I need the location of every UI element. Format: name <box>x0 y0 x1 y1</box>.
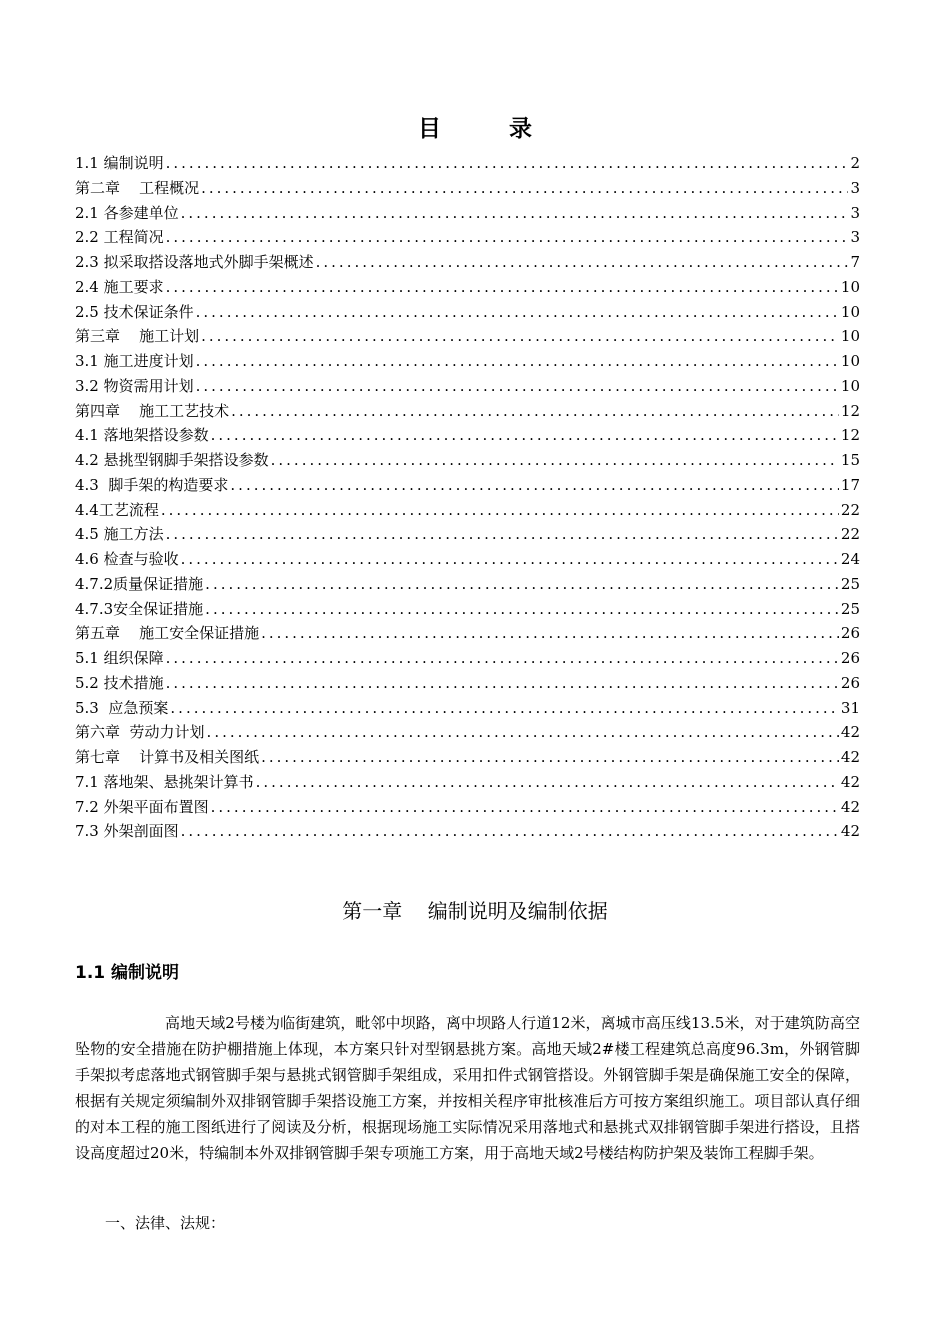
toc-entry[interactable] <box>75 498 860 523</box>
toc-entry-label: 5.1 组织保障 <box>75 649 164 667</box>
toc-entry-label: 2.4 施工要求 <box>75 277 164 296</box>
toc-entry-label: 3.1 施工进度计划 <box>75 352 194 370</box>
toc-entry[interactable] <box>75 324 860 349</box>
toc-entry[interactable] <box>75 349 860 374</box>
toc-dot-leader <box>166 225 849 250</box>
toc-entry[interactable] <box>75 696 860 721</box>
toc-entry[interactable] <box>75 374 860 399</box>
toc-dot-leader <box>166 151 849 176</box>
toc-entry[interactable] <box>75 300 860 325</box>
toc-entry-page: 10 <box>840 277 860 296</box>
toc-dot-leader <box>205 597 839 622</box>
toc-entry-page: 3 <box>850 228 860 247</box>
toc-entry[interactable] <box>75 201 860 226</box>
toc-dot-leader <box>207 720 839 745</box>
toc-entry-page: 31 <box>840 698 860 717</box>
toc-dot-leader <box>181 819 839 844</box>
toc-dot-leader <box>211 423 839 448</box>
toc-title: 目 录 <box>417 116 562 142</box>
toc-entry-page: 10 <box>840 376 860 395</box>
toc-entry[interactable] <box>75 448 860 473</box>
toc-dot-leader <box>230 473 839 498</box>
toc-entry[interactable] <box>75 745 860 770</box>
body-paragraph: 高地天域2号楼为临街建筑，毗邻中坝路，离中坝路人行道12米，离城市高压线13.5米，对于建筑防高空坠物的安全措施在防护棚措施上体现，本方案只针对型钢悬挑方案。高地天域2#楼工程建筑总高度96.3m，外钢管脚手架拟考虑落地式钢管脚手架与悬挑式钢管脚手架组成，采用扣件式钢管搭设。外钢管脚手架是确保施工安全的保障，根据有关规定须编制外双排钢管脚手架搭设施工方案，并按相关程序审批核准后方可按方案组织施工。项目部认真仔细的对本工程的施工图纸进行了阅读及分析，根据现场施工实际情况采用落地式和悬挑式双排钢管脚手架进行搭设，且搭设高度超过20米，特编制本外双排钢管脚手架专项施工方案，用于高地天域2号楼结构防护架及装饰工程脚手架。 <box>75 1014 860 1162</box>
toc-entry-label: 7.2 外架平面布置图 <box>75 797 209 816</box>
toc-entry-page: 25 <box>840 599 860 618</box>
toc-entry-page: 12 <box>840 426 860 445</box>
toc-entry[interactable] <box>75 770 860 795</box>
toc-entry[interactable] <box>75 621 860 646</box>
toc-entry-page: 42 <box>840 772 860 791</box>
toc-entry-page: 26 <box>840 649 860 667</box>
toc-dot-leader <box>211 795 839 820</box>
toc-entry[interactable] <box>75 646 860 671</box>
toc-entry[interactable] <box>75 819 860 844</box>
toc-dot-leader <box>166 522 839 547</box>
toc-dot-leader <box>161 498 839 523</box>
toc-dot-leader <box>181 201 849 226</box>
toc-entry-label: 第七章 计算书及相关图纸 <box>75 748 260 766</box>
toc-entry-label: 4.7.2质量保证措施 <box>75 574 204 593</box>
toc-entry-label: 4.1 落地架搭设参数 <box>75 426 209 445</box>
toc-dot-leader <box>181 547 839 572</box>
toc-entry-page: 24 <box>840 550 860 568</box>
toc-entry-label: 5.3 应急预案 <box>75 698 169 717</box>
toc-entry-label: 4.6 检查与验收 <box>75 550 179 568</box>
toc-entry-label: 7.1 落地架、悬挑架计算书 <box>75 772 254 791</box>
toc-entry-page: 42 <box>840 748 860 766</box>
toc-entry-label: 2.3 拟采取搭设落地式外脚手架概述 <box>75 253 314 271</box>
toc-entry-label: 4.3 脚手架的构造要求 <box>75 475 229 494</box>
toc-entry[interactable] <box>75 423 860 448</box>
toc-entry-label: 7.3 外架剖面图 <box>75 822 179 841</box>
toc-entry-page: 26 <box>840 673 860 692</box>
toc-dot-leader <box>205 572 839 597</box>
toc-entry-page: 2 <box>850 154 860 172</box>
toc-entry-label: 第五章 施工安全保证措施 <box>75 624 260 643</box>
toc-dot-leader <box>231 399 839 424</box>
chapter-heading: 第一章 编制说明及编制依据 <box>342 899 608 923</box>
toc-entry-label: 1.1 编制说明 <box>75 154 164 172</box>
toc-entry[interactable] <box>75 547 860 572</box>
toc-entry-page: 22 <box>840 500 860 519</box>
toc-entry-page: 15 <box>840 451 860 469</box>
toc-entry-page: 42 <box>840 797 860 816</box>
toc-entry-page: 26 <box>840 624 860 643</box>
toc-entry[interactable] <box>75 250 860 275</box>
toc-dot-leader <box>196 374 839 399</box>
toc-entry-label: 第二章 工程概况 <box>75 178 200 197</box>
toc-entry-page: 42 <box>840 822 860 841</box>
toc-entry-label: 2.5 技术保证条件 <box>75 302 194 321</box>
toc-entry-page: 10 <box>840 302 860 321</box>
toc-entry[interactable] <box>75 399 860 424</box>
toc-dot-leader <box>256 770 839 795</box>
toc-entry[interactable] <box>75 671 860 696</box>
toc-entry-label: 2.1 各参建单位 <box>75 203 179 222</box>
toc-entry-label: 3.2 物资需用计划 <box>75 376 194 395</box>
toc-entry-label: 第六章 劳动力计划 <box>75 723 205 742</box>
toc-dot-leader <box>196 349 839 374</box>
toc-dot-leader <box>196 300 839 325</box>
toc-entry-page: 3 <box>850 203 860 222</box>
toc-entry-page: 42 <box>840 723 860 742</box>
toc-entry[interactable] <box>75 473 860 498</box>
toc-entry-page: 17 <box>840 475 860 494</box>
toc-dot-leader <box>261 621 839 646</box>
toc-entry[interactable] <box>75 225 860 250</box>
toc-entry[interactable] <box>75 275 860 300</box>
toc-entry-page: 10 <box>840 327 860 346</box>
toc-dot-leader <box>201 324 839 349</box>
toc-dot-leader <box>261 745 839 770</box>
toc-entry[interactable] <box>75 176 860 201</box>
toc-entry-label: 4.2 悬挑型钢脚手架搭设参数 <box>75 451 269 469</box>
toc-entry-page: 25 <box>840 574 860 593</box>
toc-entry[interactable] <box>75 572 860 597</box>
toc-entry[interactable] <box>75 720 860 745</box>
section-heading: 1.1 编制说明 <box>75 963 180 983</box>
toc-entry-label: 第三章 施工计划 <box>75 327 200 346</box>
toc-dot-leader <box>316 250 849 275</box>
toc-entry-label: 2.2 工程简况 <box>75 228 164 247</box>
toc-dot-leader <box>271 448 839 473</box>
toc-dot-leader <box>201 176 848 201</box>
toc-dot-leader <box>166 671 839 696</box>
toc-dot-leader <box>170 696 839 721</box>
toc-dot-leader <box>166 275 839 300</box>
toc-entry-page: 7 <box>850 253 860 271</box>
toc-entry-page: 10 <box>840 352 860 370</box>
toc-entry-label: 第四章 施工工艺技术 <box>75 401 230 420</box>
toc-entry-page: 3 <box>850 178 860 197</box>
toc-entry[interactable] <box>75 597 860 622</box>
toc-entry-label: 4.5 施工方法 <box>75 525 164 544</box>
toc-entry[interactable] <box>75 795 860 820</box>
table-of-contents <box>75 151 860 844</box>
toc-entry[interactable] <box>75 522 860 547</box>
toc-entry-label: 5.2 技术措施 <box>75 673 164 692</box>
toc-entry-page: 12 <box>840 401 860 420</box>
toc-entry[interactable] <box>75 151 860 176</box>
toc-entry-label: 4.7.3安全保证措施 <box>75 599 204 618</box>
body-sub-item: 一、法律、法规： <box>105 1214 226 1232</box>
toc-dot-leader <box>166 646 839 671</box>
toc-entry-page: 22 <box>840 525 860 544</box>
toc-entry-label: 4.4工艺流程 <box>75 500 159 519</box>
